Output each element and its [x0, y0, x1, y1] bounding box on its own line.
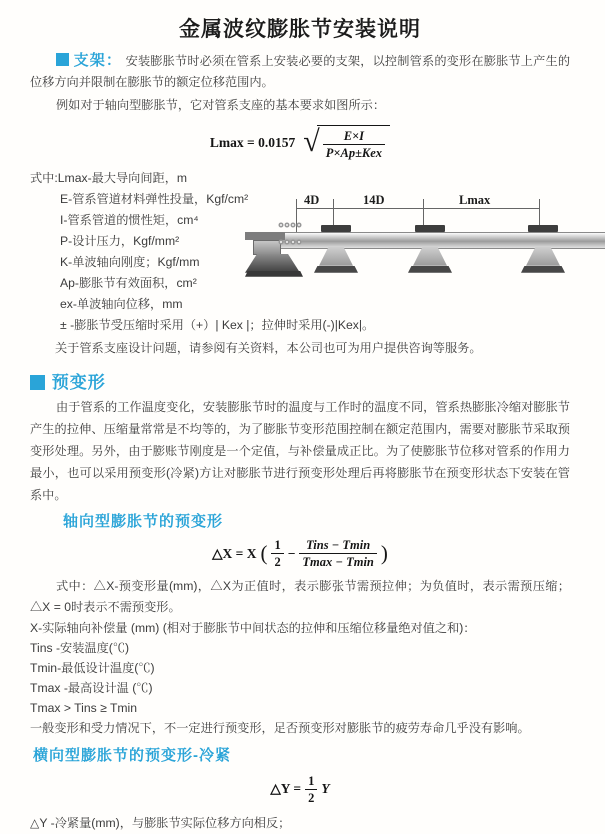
- lateral-formula-rhs: Y: [321, 781, 330, 797]
- definition-item: P-设计压力，Kgf/mm²: [60, 233, 180, 248]
- temperature-denominator: Tmax − Tmin: [302, 555, 374, 570]
- axial-formula-lhs: △X = X: [212, 545, 257, 561]
- lmax-formula-fraction: [323, 129, 385, 161]
- right-paren: ): [380, 541, 388, 566]
- definition-item: K-单波轴向刚度；Kgf/mm: [60, 254, 200, 269]
- half-numerator: 1: [305, 774, 317, 790]
- definition-item: I-管系管道的惯性矩，cm⁴: [60, 212, 199, 227]
- support-pedestal: [413, 247, 447, 266]
- lateral-note-line: △Y -冷紧量(mm)，与膨胀节实际位移方向相反；: [30, 816, 291, 831]
- predeform-section-heading: [30, 368, 570, 393]
- support-base: [521, 266, 565, 273]
- half-denominator: 2: [274, 555, 281, 570]
- dimension-label-14d: 14D: [363, 192, 385, 207]
- guide-support: [521, 225, 565, 275]
- support-base: [408, 266, 452, 273]
- section-marker-icon: [56, 53, 69, 66]
- axial-definition-line: Tins -安装温度(℃): [30, 640, 130, 655]
- definition-item: Ap-膨胀节有效面积，cm²: [60, 275, 197, 290]
- one-half-fraction: [305, 774, 317, 806]
- support-intro-paragraph: [30, 50, 570, 93]
- plus-minus-rule-line: ± -膨胀节受压缩时采用（+）| Kex |；拉伸时采用(-)|Kex|。: [60, 317, 375, 332]
- definition-item: ex-单波轴向位移，mm: [60, 296, 183, 311]
- support-pedestal: [319, 247, 353, 266]
- square-root: [303, 125, 390, 161]
- pipe-clamp-cap: [528, 225, 558, 232]
- lmax-formula-lhs: Lmax = 0.0157: [209, 134, 296, 150]
- radical-sign-icon: √: [303, 125, 320, 158]
- support-note-line: 关于管系支座设计问题，请参阅有关资料，本公司也可为用户提供咨询等服务。: [55, 340, 482, 355]
- where-definitions-region: [30, 168, 570, 336]
- lateral-subsection-heading: 横向型膨胀节的预变形-冷紧: [33, 746, 231, 764]
- where-lead-line: 式中:Lmax-最大导向间距，m: [30, 170, 188, 185]
- axial-note-line: 一般变形和受力情况下，不一定进行预变形，足否预变形对膨胀节的疲劳寿命几乎没有影响。: [30, 720, 530, 735]
- anchor-pedestal: [245, 254, 300, 273]
- lmax-formula-denominator: P×Ap±Kex: [325, 146, 383, 161]
- axial-predeform-formula: [0, 538, 600, 570]
- axial-definition-line: X-实际轴向补偿量 (mm) (相对于膨胀节中间状态的拉伸和压缩位移量绝对值之和)：: [30, 620, 476, 635]
- axial-definition-line: Tmax -最高设计温 (℃): [30, 680, 153, 695]
- support-pedestal: [526, 247, 560, 266]
- pipe-support-diagram: [245, 192, 605, 296]
- support-intro-text: 安装膨胀节时必须在管系上安装必要的支架，以控制管系的变形在膨胀节上产生的位移方向并限制在膨胀节的额定位移范围内。: [30, 54, 571, 89]
- guide-support: [314, 225, 358, 275]
- bellows-coils-icon: [278, 222, 302, 228]
- anchor-clamp: [253, 240, 281, 255]
- lateral-coldtight-formula: [0, 774, 600, 806]
- definition-item: E-管系管道材料弹性投量，Kgf/cm²: [60, 191, 249, 206]
- temperature-numerator: Tins − Tmin: [299, 538, 376, 554]
- dimension-label-lmax: Lmax: [459, 192, 491, 207]
- support-section-heading: 支架：: [73, 52, 123, 69]
- half-numerator: 1: [271, 538, 283, 554]
- bellows-coils-icon: [278, 239, 302, 245]
- axial-definition-line: Tmax > Tins ≥ Tmin: [30, 700, 138, 715]
- temperature-fraction: [299, 538, 376, 570]
- pipe-clamp-cap: [321, 225, 351, 232]
- anchor-base: [245, 271, 303, 277]
- lmax-formula: [0, 125, 600, 161]
- page-title: 金属波纹膨胀节安装说明: [179, 18, 421, 41]
- lateral-formula-lhs: △Y =: [270, 781, 302, 797]
- lmax-formula-numerator: E×I: [323, 129, 385, 145]
- one-half-fraction: [271, 538, 283, 570]
- guide-support: [408, 225, 452, 275]
- pipe-clamp-cap: [415, 225, 445, 232]
- predeform-body-paragraph: 由于管系的工作温度变化，安装膨胀节时的温度与工作时的温度不同，管系热膨胀冷缩对膨胀节产生的拉伸、压缩量常常是不均等的，为了膨胀节变形范围控制在额定范围内，需要对膨胀节采取预变形处理。另外，由于膨账节刚度是一个定值，与补偿量成正比。为了使膨胀节位移对管系的作用力最小，也可以采用预变形(冷紧)方让对膨胀节进行预变形处理后再将膨胀节在预变形状态下安装在管系中。: [30, 399, 570, 502]
- axial-definition-line: Tmin-最低设计温度(℃): [30, 660, 155, 675]
- axial-explain-paragraph: 式中：△X-预变形量(mm)，△X为正值时，表示膨张节需预拉伸；为负值时，表示需预压缩；△X = 0时表示不需预变形。: [30, 578, 570, 614]
- left-paren: (: [260, 541, 268, 566]
- dimension-label-4d: 4D: [304, 192, 320, 207]
- support-base: [314, 266, 358, 273]
- axial-subsection-heading: 轴向型膨胀节的预变形: [63, 512, 224, 530]
- support-example-line: 例如对于轴向型膨胀节，它对管系支座的基本要求如图所示：: [56, 98, 386, 112]
- section-marker-icon: [30, 375, 45, 390]
- half-denominator: 2: [308, 790, 315, 805]
- minus-operator: −: [287, 545, 296, 561]
- predeform-heading-label: 预变形: [51, 372, 106, 392]
